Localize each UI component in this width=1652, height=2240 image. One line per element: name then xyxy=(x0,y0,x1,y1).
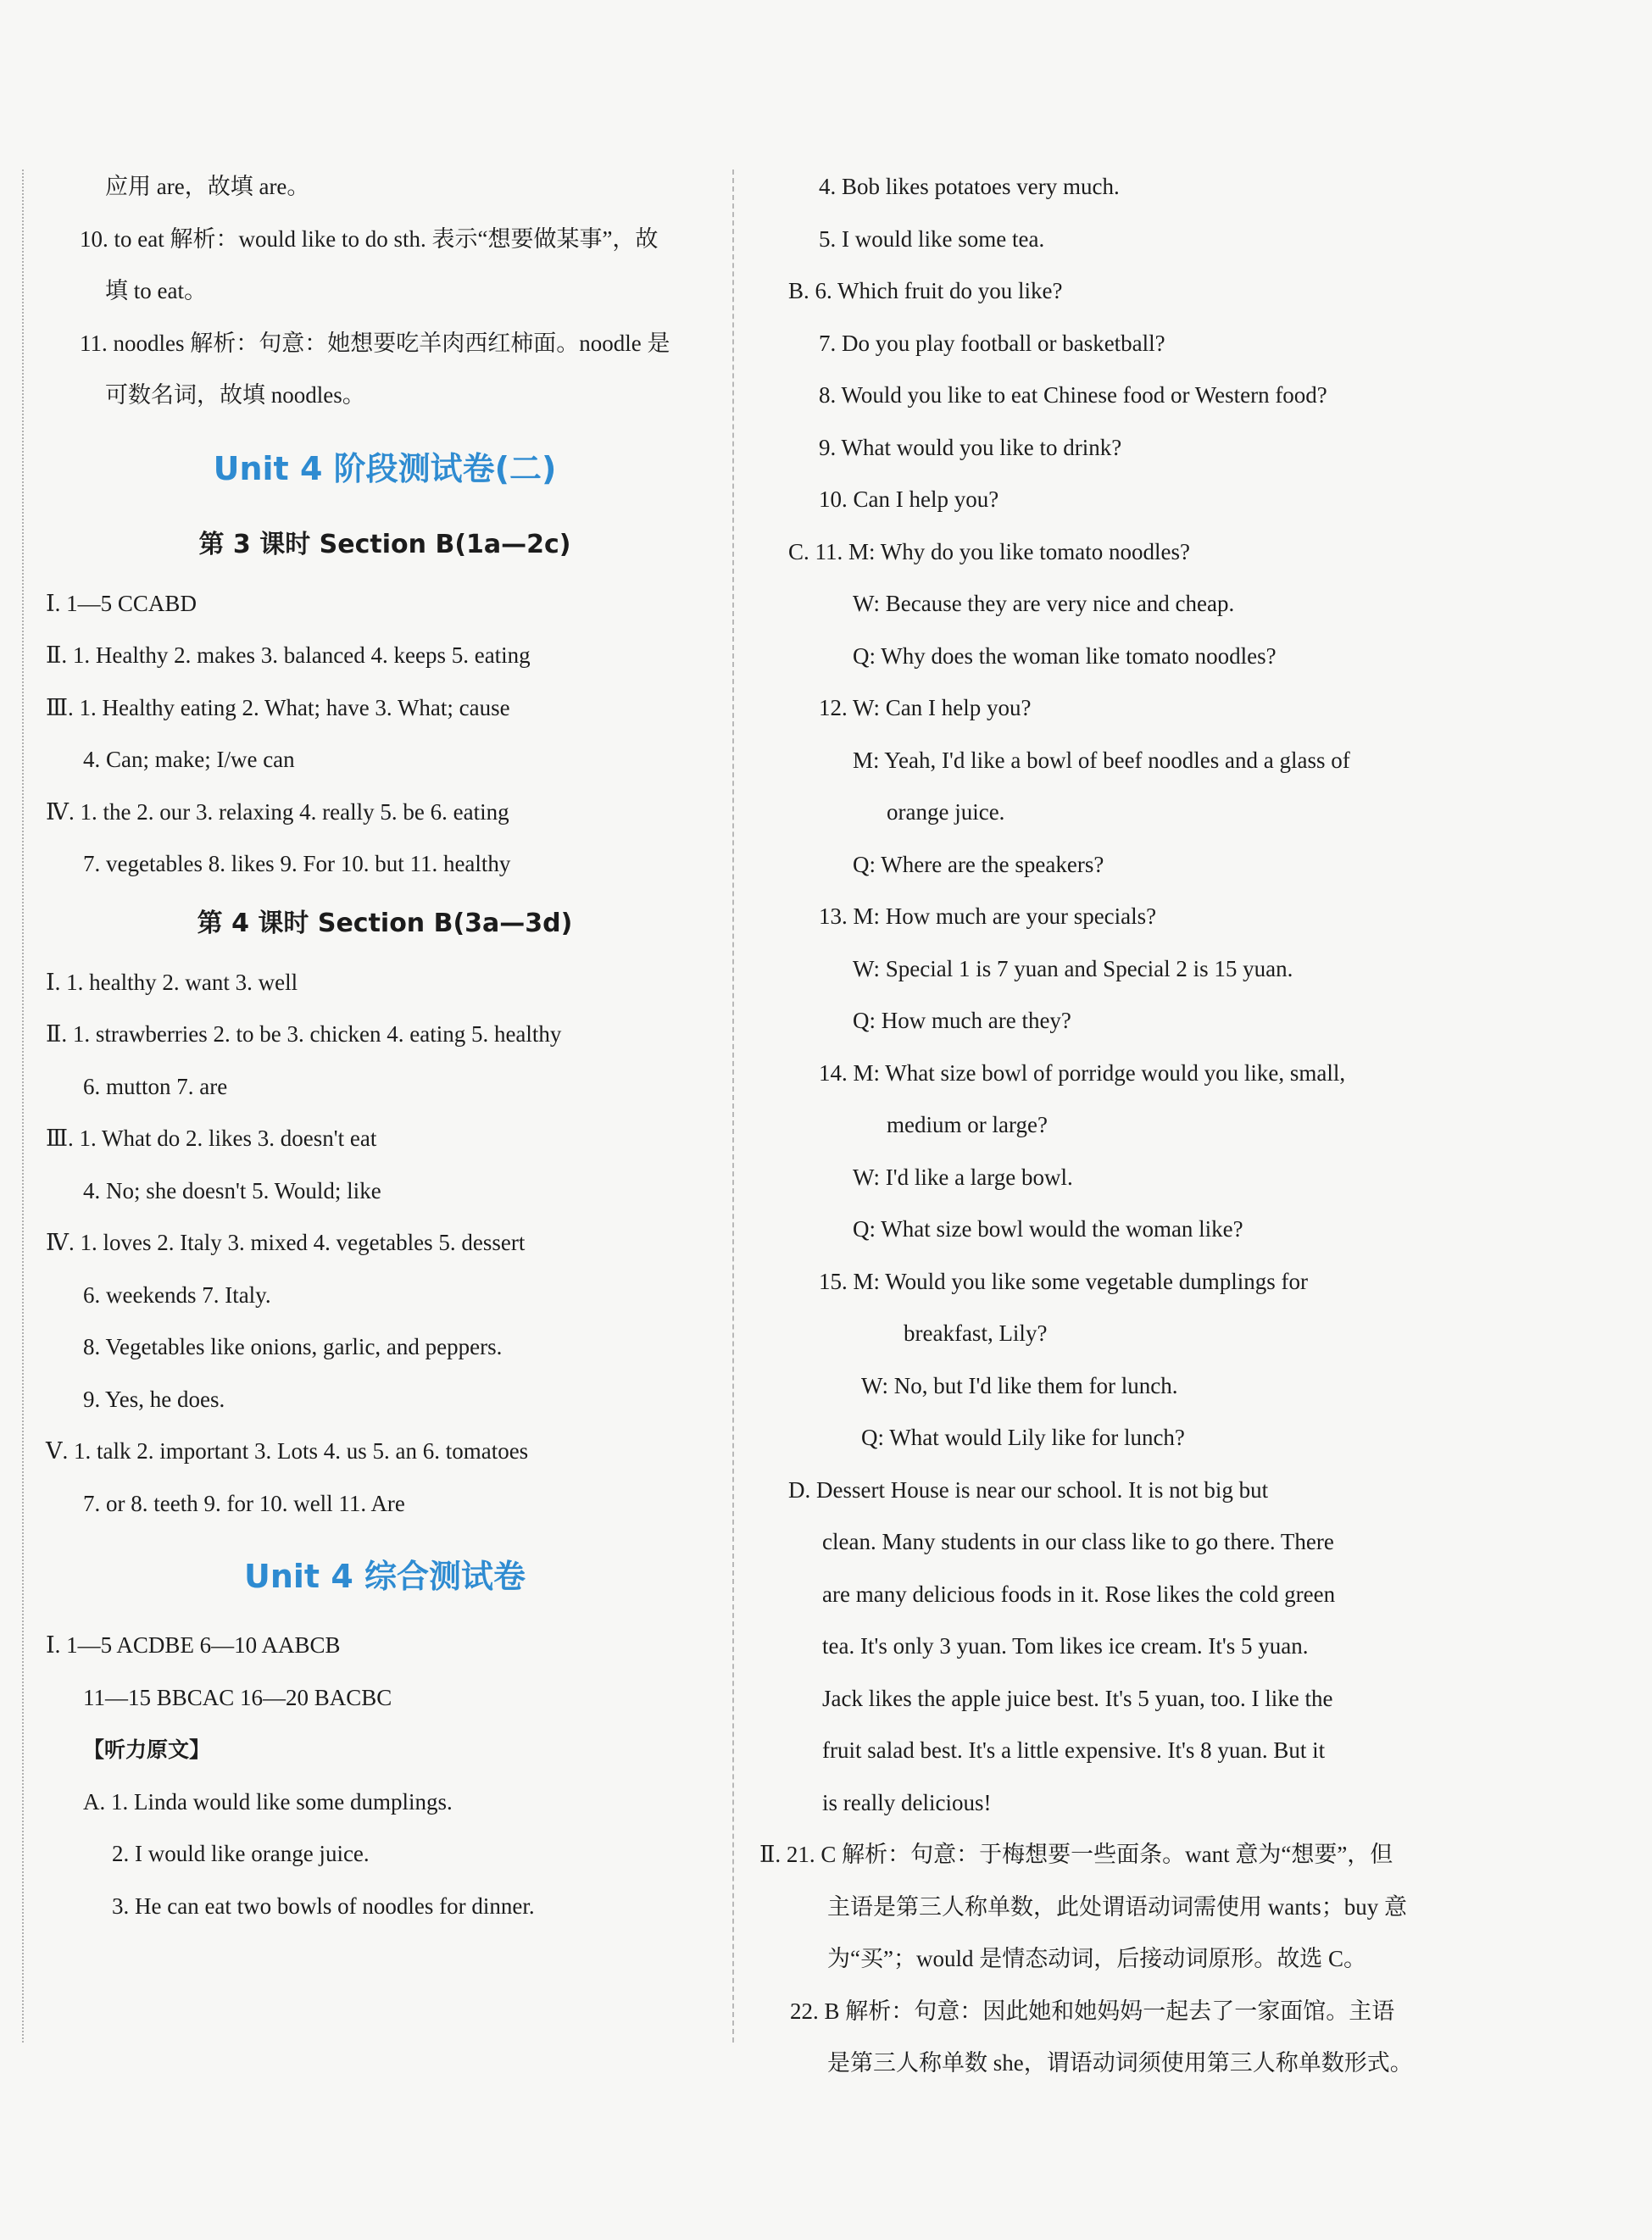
answer-item: 7. or 8. teeth 9. for 10. well 11. Are xyxy=(83,1490,405,1516)
transcript-line: 13. M: How much are your specials? xyxy=(819,903,1157,929)
answer-item: Ⅱ. 1. Healthy 2. makes 3. balanced 4. keeps 5. eating xyxy=(46,642,531,668)
text-line: 可数名词，故填 noodles。 xyxy=(105,382,365,408)
unit-heading: Unit 4 综合测试卷 xyxy=(244,1558,526,1595)
section-heading: 第 4 课时 Section B(3a—3d) xyxy=(197,908,573,938)
transcript-line: 5. I would like some tea. xyxy=(819,225,1045,252)
left-margin-rule xyxy=(22,170,24,2043)
transcript-line: 14. M: What size bowl of porridge would you like, small, xyxy=(819,1059,1346,1086)
transcript-line: C. 11. M: Why do you like tomato noodles? xyxy=(788,538,1190,564)
answer-item: 8. Vegetables like onions, garlic, and peppers. xyxy=(83,1334,503,1359)
answer-item: Ⅱ. 21. C 解析：句意：于梅想要一些面条。want 意为“想要”，但 xyxy=(759,1842,1393,1867)
right-column xyxy=(759,161,1438,2090)
transcript-line: Q: How much are they? xyxy=(853,1008,1071,1033)
transcript-line: Q: What size bowl would the woman like? xyxy=(853,1216,1243,1242)
transcript-line: W: No, but I'd like them for lunch. xyxy=(861,1372,1178,1398)
transcript-line: W: Special 1 is 7 yuan and Special 2 is 15 yuan. xyxy=(853,955,1293,981)
passage-line: clean. Many students in our class like to go there. There xyxy=(822,1529,1334,1554)
transcript-line: 7. Do you play football or basketball? xyxy=(819,330,1165,356)
transcript-line: M: Yeah, I'd like a bowl of beef noodles and a glass of xyxy=(853,747,1350,773)
answer-item: 11. noodles 解析：句意：她想要吃羊肉西红柿面。noodle 是 xyxy=(80,330,670,356)
passage-line: is really delicious! xyxy=(822,1789,992,1815)
answer-item: 4. No; she doesn't 5. Would; like xyxy=(83,1177,381,1203)
transcript-line: A. 1. Linda would like some dumplings. xyxy=(83,1788,453,1815)
answer-item: Ⅰ. 1—5 ACDBE 6—10 AABCB xyxy=(46,1632,341,1658)
answer-item: 7. vegetables 8. likes 9. For 10. but 11. healthy xyxy=(83,851,511,876)
answer-item: 9. Yes, he does. xyxy=(83,1386,225,1412)
transcript-line: W: Because they are very nice and cheap. xyxy=(853,591,1235,616)
answer-item: Ⅲ. 1. What do 2. likes 3. doesn't eat xyxy=(46,1126,377,1151)
answer-item: Ⅱ. 1. strawberries 2. to be 3. chicken 4. eating 5. healthy xyxy=(46,1021,562,1047)
answer-item: Ⅴ. 1. talk 2. important 3. Lots 4. us 5. an 6. tomatoes xyxy=(46,1438,529,1464)
answer-item: Ⅳ. 1. loves 2. Italy 3. mixed 4. vegetables 5. dessert xyxy=(46,1230,526,1255)
answer-item: 6. weekends 7. Italy. xyxy=(83,1281,271,1308)
transcript-line: 3. He can eat two bowls of noodles for dinner. xyxy=(112,1893,535,1919)
transcript-line: Q: What would Lily like for lunch? xyxy=(861,1425,1185,1450)
passage-line: are many delicious foods in it. Rose likes the cold green xyxy=(822,1581,1336,1607)
transcript-line: 2. I would like orange juice. xyxy=(112,1841,370,1866)
text-line: 填 to eat。 xyxy=(105,278,207,303)
unit-heading: Unit 4 阶段测试卷(二) xyxy=(213,449,557,487)
transcript-line: Q: Where are the speakers? xyxy=(853,851,1104,877)
transcript-line: medium or large? xyxy=(887,1112,1048,1137)
transcript-line: Q: Why does the woman like tomato noodles? xyxy=(853,642,1277,669)
transcript-line: 12. W: Can I help you? xyxy=(819,695,1032,720)
answer-item: 10. to eat 解析：would like to do sth. 表示“想要做某事”，故 xyxy=(80,225,659,252)
passage-line: tea. It's only 3 yuan. Tom likes ice cream. It's 5 yuan. xyxy=(822,1633,1309,1659)
text-line: 是第三人称单数 she，谓语动词须使用第三人称单数形式。 xyxy=(827,2050,1413,2076)
listening-transcript-label: 【听力原文】 xyxy=(83,1737,211,1762)
answer-item: 4. Can; make; I/we can xyxy=(83,747,295,772)
transcript-line: breakfast, Lily? xyxy=(904,1320,1048,1346)
passage-line: fruit salad best. It's a little expensive. It's 8 yuan. But it xyxy=(822,1737,1326,1763)
answer-item: Ⅰ. 1. healthy 2. want 3. well xyxy=(46,969,298,995)
passage-line: Jack likes the apple juice best. It's 5 yuan, too. I like the xyxy=(822,1685,1333,1711)
answer-item: 22. B 解析：句意：因此她和她妈妈一起去了一家面馆。主语 xyxy=(790,1998,1395,2024)
transcript-line: W: I'd like a large bowl. xyxy=(853,1164,1073,1190)
passage-line: D. Dessert House is near our school. It is not big but xyxy=(788,1476,1269,1503)
answer-item: Ⅰ. 1—5 CCABD xyxy=(46,590,197,616)
text-line: 应用 are，故填 are。 xyxy=(105,174,310,199)
transcript-line: 15. M: Would you like some vegetable dumplings for xyxy=(819,1268,1309,1294)
text-line: 为“买”；would 是情态动词，后接动词原形。故选 C。 xyxy=(827,1946,1366,1971)
text-line: 主语是第三人称单数，此处谓语动词需使用 wants；buy 意 xyxy=(827,1893,1407,1920)
section-heading: 第 3 课时 Section B(1a—2c) xyxy=(198,529,571,559)
answer-item: 11—15 BBCAC 16—20 BACBC xyxy=(83,1684,392,1710)
transcript-line: 9. What would you like to drink? xyxy=(819,434,1122,460)
transcript-line: 8. Would you like to eat Chinese food or Western food? xyxy=(819,382,1327,408)
transcript-line: 4. Bob likes potatoes very much. xyxy=(819,174,1120,199)
transcript-line: orange juice. xyxy=(887,799,1005,825)
answer-item: 6. mutton 7. are xyxy=(83,1073,228,1099)
left-column xyxy=(46,161,724,1932)
column-divider xyxy=(732,170,734,2043)
answer-item: Ⅲ. 1. Healthy eating 2. What; have 3. What; cause xyxy=(46,694,510,720)
transcript-line: 10. Can I help you? xyxy=(819,486,999,512)
answer-item: Ⅳ. 1. the 2. our 3. relaxing 4. really 5. be 6. eating xyxy=(46,798,509,825)
transcript-line: B. 6. Which fruit do you like? xyxy=(788,278,1063,303)
